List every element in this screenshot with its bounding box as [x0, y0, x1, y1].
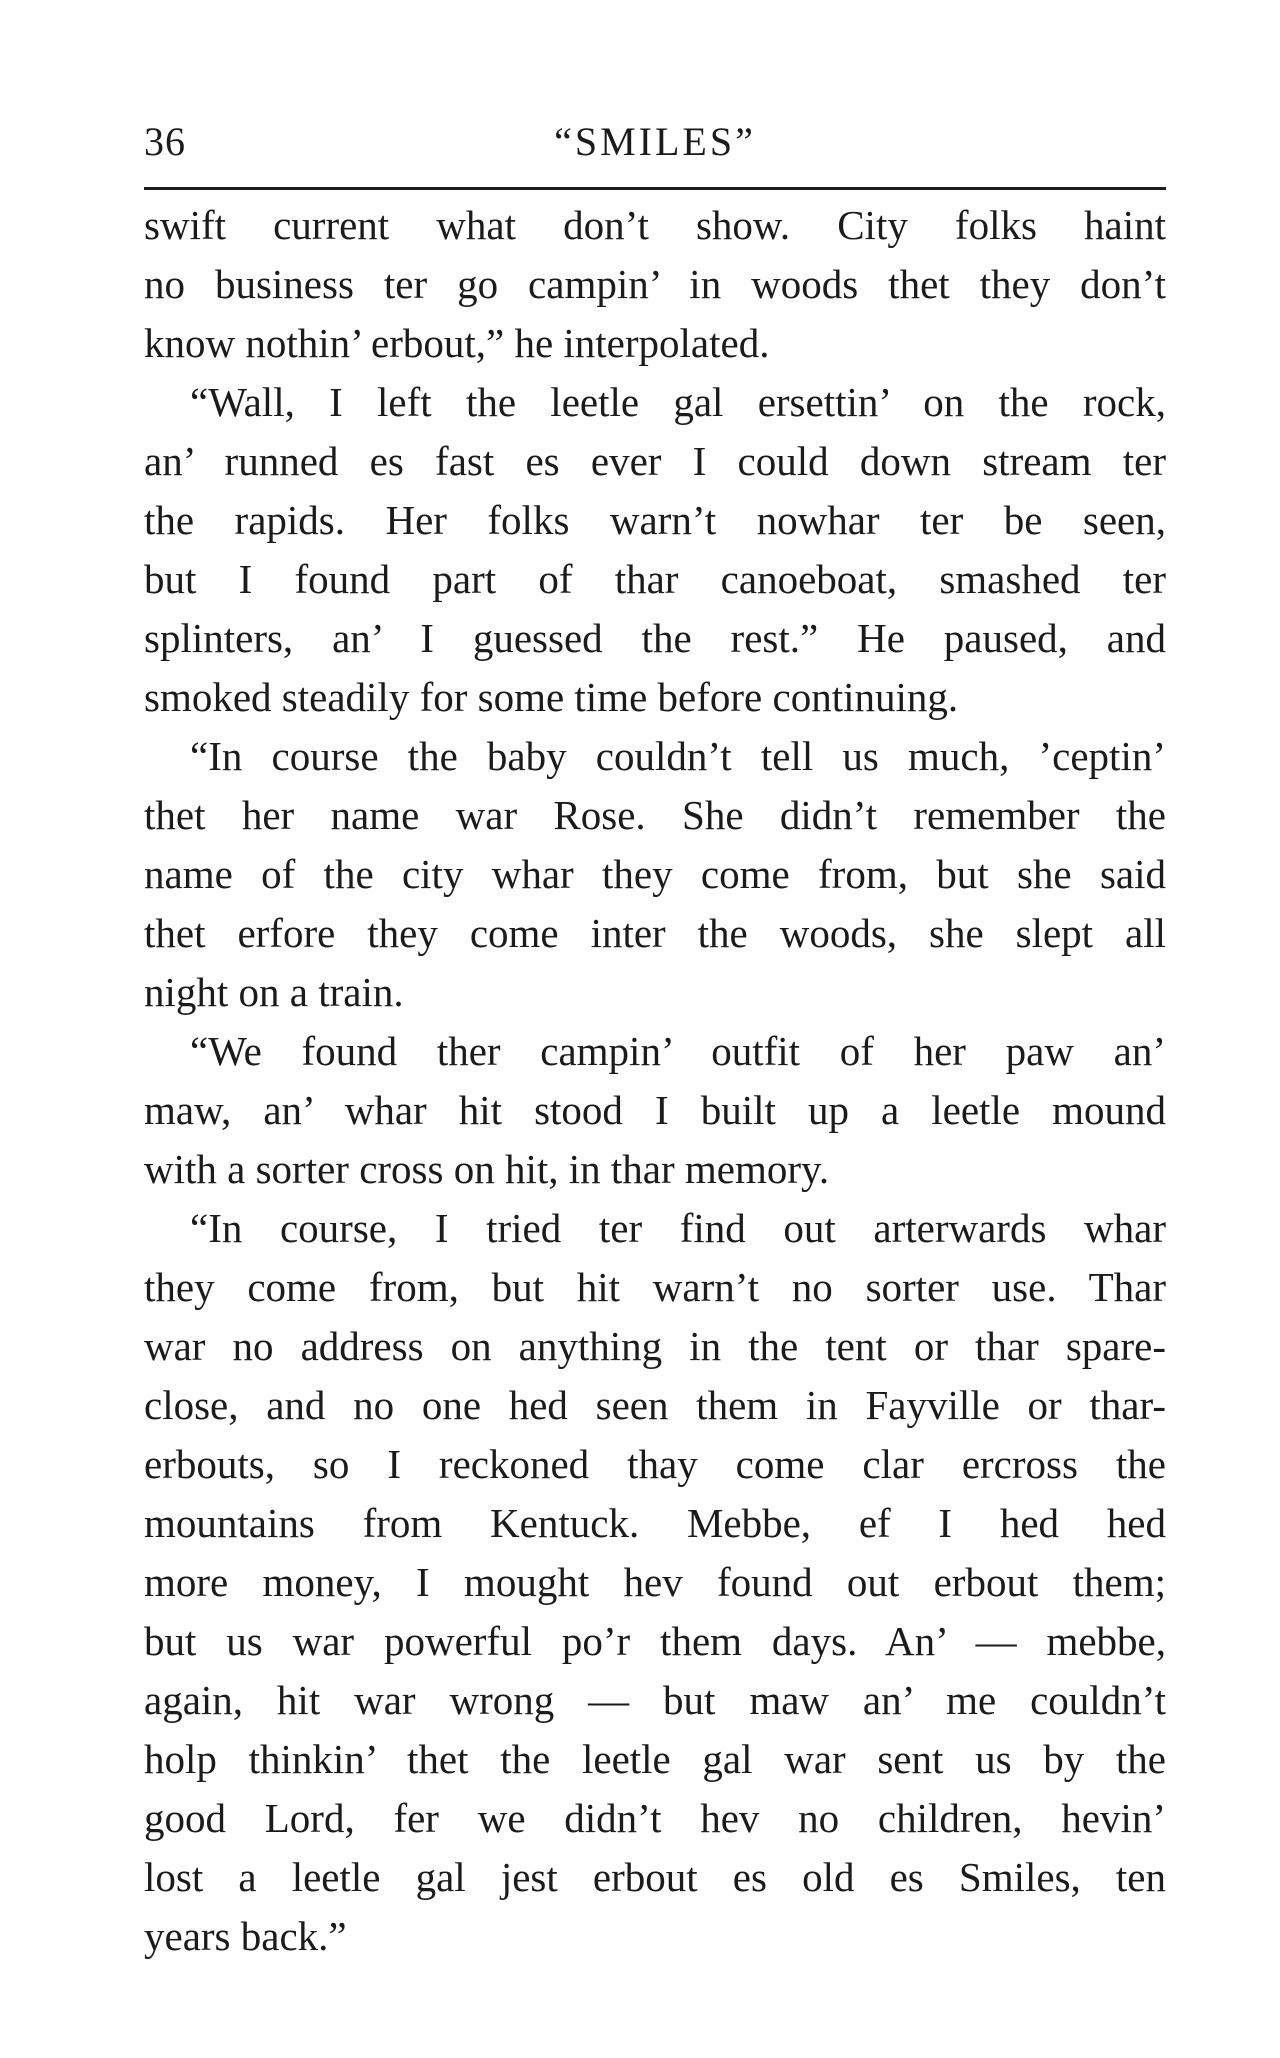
page-number: 36	[144, 119, 186, 164]
text-line: swift current what don’t show. City folks haint	[144, 202, 1166, 248]
text-line: thet erfore they come inter the woods, she slept all	[144, 910, 1166, 956]
text-line: they come from, but hit warn’t no sorter use. Thar	[144, 1264, 1166, 1310]
text-line: “Wall, I left the leetle gal ersettin’ on the rock,	[190, 379, 1166, 425]
text-line: war no address on anything in the tent or thar spare-	[144, 1323, 1166, 1369]
text-line: the rapids. Her folks warn’t nowhar ter be seen,	[144, 497, 1166, 543]
text-line: lost a leetle gal jest erbout es old es Smiles, ten	[144, 1854, 1166, 1900]
text-line: an’ runned es fast es ever I could down stream ter	[144, 438, 1166, 484]
text-line: again, hit war wrong — but maw an’ me couldn’t	[144, 1677, 1166, 1723]
text-line: more money, I mought hev found out erbout them;	[144, 1559, 1166, 1605]
text-line: good Lord, fer we didn’t hev no children, hevin’	[144, 1795, 1166, 1841]
text-line: maw, an’ whar hit stood I built up a leetle mound	[144, 1087, 1166, 1133]
text-line: “In course, I tried ter find out arterwards whar	[190, 1205, 1166, 1251]
text-line: thet her name war Rose. She didn’t remember the	[144, 792, 1166, 838]
text-line: but I found part of thar canoeboat, smashed ter	[144, 556, 1166, 602]
page-header	[144, 112, 1166, 172]
text-line: with a sorter cross on hit, in thar memory.	[144, 1146, 830, 1192]
text-line: smoked steadily for some time before continuing.	[144, 674, 959, 720]
body-text	[144, 196, 1166, 1966]
text-line: mountains from Kentuck. Mebbe, ef I hed hed	[144, 1500, 1166, 1546]
header-rule	[144, 187, 1166, 190]
text-line: night on a train.	[144, 969, 404, 1015]
text-line: “In course the baby couldn’t tell us much, ’ceptin’	[190, 733, 1166, 779]
text-line: erbouts, so I reckoned thay come clar ercross the	[144, 1441, 1166, 1487]
text-line: no business ter go campin’ in woods thet they don’t	[144, 261, 1166, 307]
text-line: but us war powerful po’r them days. An’ — mebbe,	[144, 1618, 1166, 1664]
text-line: holp thinkin’ thet the leetle gal war sent us by the	[144, 1736, 1166, 1782]
text-line: know nothin’ erbout,” he interpolated.	[144, 320, 770, 366]
text-line: name of the city whar they come from, but she said	[144, 851, 1166, 897]
running-title: “SMILES”	[554, 119, 756, 164]
text-line: years back.”	[144, 1913, 347, 1959]
text-line: close, and no one hed seen them in Fayville or thar-	[144, 1382, 1166, 1428]
text-line: “We found ther campin’ outfit of her paw an’	[190, 1028, 1166, 1074]
text-line: splinters, an’ I guessed the rest.” He paused, and	[144, 615, 1166, 661]
